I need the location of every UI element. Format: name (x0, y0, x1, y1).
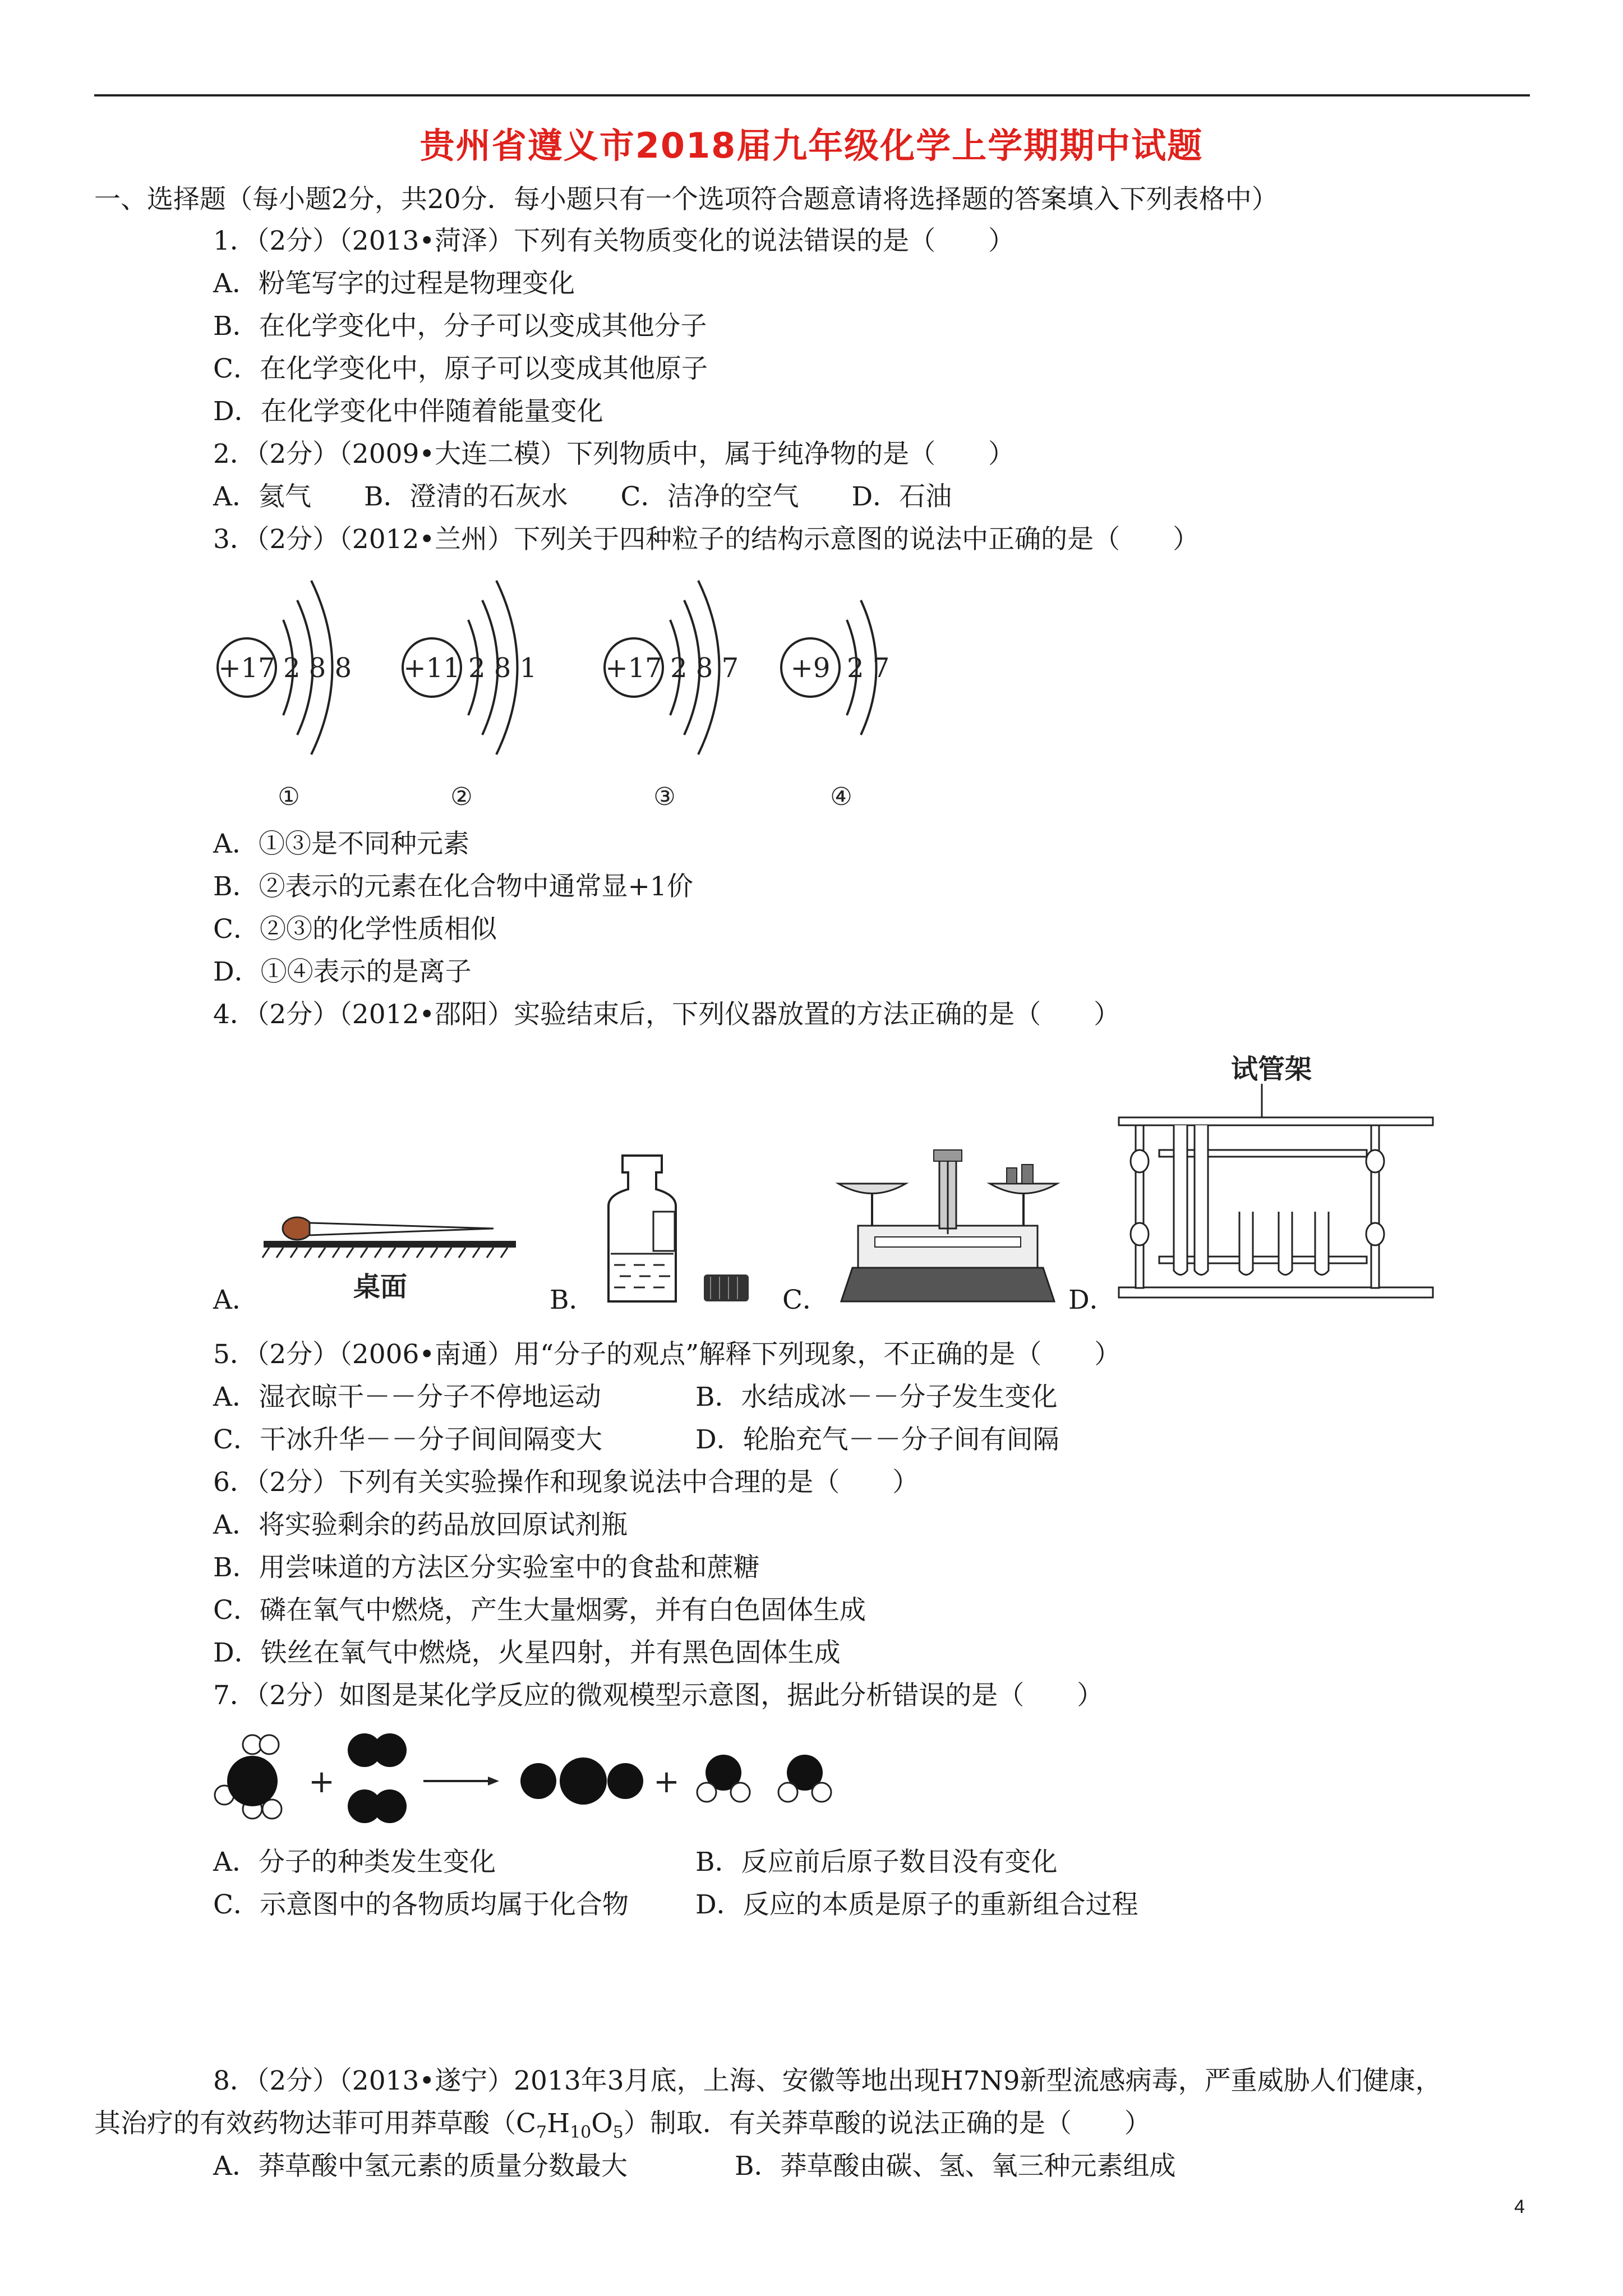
q3-stem: 3．（2分）（2012•兰州）下列关于四种粒子的结构示意图的说法中正确的是（ ） (213, 524, 1200, 555)
q1-option-d: D．在化学变化中伴随着能量变化 (213, 396, 603, 427)
q5-option-c: C．干冰升华－－分子间间隔变大 (213, 1424, 602, 1455)
q8-stem-line2: 其治疗的有效药物达菲可用莽草酸$(C_7H_{10}O_5)$制取．有关莽草酸的说法正确的是（ ） (94, 2108, 1151, 2142)
q1-stem: 1．（2分）（2013•菏泽）下列有关物质变化的说法错误的是（ ） (213, 226, 1015, 256)
q2-stem: 2．（2分）（2009•大连二模）下列物质中，属于纯净物的是（ ） (213, 439, 1015, 470)
q6-option-d: D．铁丝在氧气中燃烧，火星四射，并有黑色固体生成 (213, 1637, 841, 1668)
atom3-shells: 2 8 7 (670, 652, 739, 684)
q4-label-a: A． (213, 1285, 259, 1315)
q4-label-b: B． (550, 1285, 596, 1315)
atom1-label: ① (278, 783, 300, 811)
q5-stem: 5．（2分）（2006•南通）用“分子的观点”解释下列现象，不正确的是（ ） (213, 1339, 1121, 1370)
balance-figure (824, 1128, 1071, 1307)
reagent-bottle-figure (592, 1150, 760, 1307)
reaction-plus-2: + (653, 1764, 680, 1800)
q7-option-d: D．反应的本质是原子的重新组合过程 (695, 1889, 1138, 1920)
test-tube-rack-figure (1113, 1049, 1444, 1307)
rack-label: 试管架 (1231, 1053, 1312, 1085)
q7-option-b: B．反应前后原子数目没有变化 (695, 1847, 1058, 1878)
q6-option-b: B．用尝味道的方法区分实验室中的食盐和蔗糖 (213, 1552, 760, 1583)
q7-option-a: A．分子的种类发生变化 (213, 1847, 496, 1878)
atom2-shells: 2 8 1 (468, 652, 537, 684)
q5-option-b: B．水结成冰－－分子发生变化 (695, 1382, 1058, 1412)
q3-option-a: A．①③是不同种元素 (213, 829, 469, 859)
q6-stem: 6．（2分）下列有关实验操作和现象说法中合理的是（ ） (213, 1467, 919, 1498)
q3-option-c: C．②③的化学性质相似 (213, 914, 497, 945)
atom4-label: ④ (830, 783, 852, 811)
top-rule (94, 94, 1530, 96)
q8-stem-line1: 8．（2分）（2013•遂宁）2013年3月底，上海、安徽等地出现H7N9新型流感病毒，严重威胁人们健康， (213, 2065, 1442, 2096)
section-heading: 一、选择题（每小题2分，共20分．每小题只有一个选项符合题意请将选择题的答案填入下列表格中） (94, 184, 1278, 215)
q6-option-a: A．将实验剩余的药品放回原试剂瓶 (213, 1510, 628, 1540)
atom3-label: ③ (653, 783, 676, 811)
q8-option-b: B．莽草酸由碳、氢、氧三种元素组成 (735, 2151, 1176, 2182)
page-title: 贵州省遵义市2018届九年级化学上学期期中试题 (419, 125, 1204, 166)
q3-option-d: D．①④表示的是离子 (213, 956, 472, 987)
q4-stem: 4．（2分）（2012•邵阳）实验结束后，下列仪器放置的方法正确的是（ ） (213, 999, 1121, 1030)
atom-structure-diagrams (213, 567, 942, 825)
atom1-shells: 2 8 8 (283, 652, 352, 684)
desk-label: 桌面 (353, 1271, 408, 1303)
reaction-model-figure (213, 1725, 886, 1837)
atom2-nucleus: +11 (403, 652, 460, 684)
q6-option-c: C．磷在氧气中燃烧，产生大量烟雾，并有白色固体生成 (213, 1595, 866, 1626)
q1-option-b: B．在化学变化中，分子可以变成其他分子 (213, 311, 707, 342)
atom4-nucleus: +9 (790, 652, 831, 684)
q3-option-b: B．②表示的元素在化合物中通常显+1价 (213, 871, 693, 902)
atom2-label: ② (450, 783, 473, 811)
q5-option-a: A．湿衣晾干－－分子不停地运动 (213, 1382, 601, 1412)
q8-option-a: A．莽草酸中氢元素的质量分数最大 (213, 2151, 628, 2182)
atom1-nucleus: +17 (218, 652, 275, 684)
q4-label-d: D． (1068, 1285, 1116, 1315)
reaction-plus-1: + (308, 1764, 335, 1800)
q7-stem: 7．（2分）如图是某化学反应的微观模型示意图，据此分析错误的是（ ） (213, 1680, 1104, 1711)
q1-option-c: C．在化学变化中，原子可以变成其他原子 (213, 353, 708, 384)
q5-option-d: D．轮胎充气－－分子间有间隔 (695, 1424, 1059, 1455)
q2-options: A．氦气 B．澄清的石灰水 C．洁净的空气 D．石油 (213, 481, 952, 512)
dropper-on-desk-figure (258, 1206, 527, 1307)
page-number: 4 (1514, 2196, 1525, 2217)
atom4-shells: 2 7 (847, 652, 890, 684)
q1-option-a: A．粉笔写字的过程是物理变化 (213, 268, 575, 299)
q7-option-c: C．示意图中的各物质均属于化合物 (213, 1889, 629, 1920)
q4-label-c: C． (782, 1285, 829, 1315)
atom3-nucleus: +17 (605, 652, 662, 684)
